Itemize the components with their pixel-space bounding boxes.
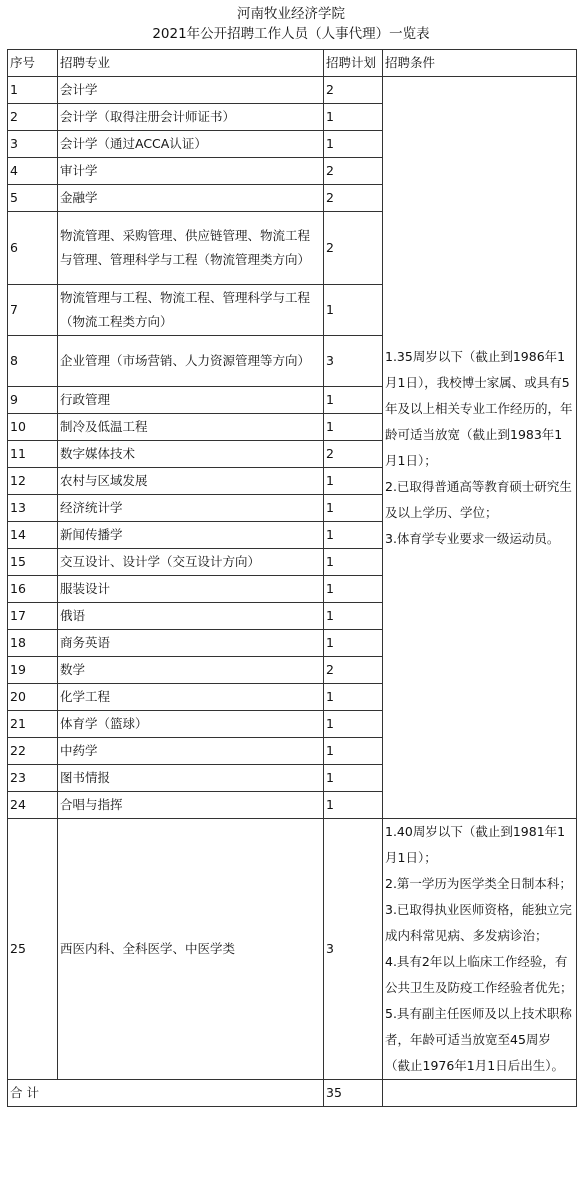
cell-major: 行政管理 [58,387,324,414]
cell-plan: 1 [324,792,383,819]
cell-no: 22 [8,738,58,765]
cell-no: 12 [8,468,58,495]
cell-plan: 1 [324,104,383,131]
cell-no: 13 [8,495,58,522]
cell-no: 10 [8,414,58,441]
condition-item: 3.已取得执业医师资格，能独立完成内科常见病、多发病诊治； [385,902,572,943]
table-total-row [8,1080,577,1107]
cell-plan: 2 [324,441,383,468]
cell-plan: 1 [324,603,383,630]
cell-plan: 1 [324,495,383,522]
cell-plan: 2 [324,657,383,684]
total-conditions-empty [383,1080,577,1107]
condition-item: 2.第一学历为医学类全日制本科； [385,876,572,891]
cell-major: 物流管理与工程、物流工程、管理科学与工程（物流工程类方向） [58,285,324,336]
cell-plan: 1 [324,549,383,576]
cell-major: 金融学 [58,185,324,212]
cell-no: 24 [8,792,58,819]
cell-major: 会计学 [58,77,324,104]
cell-major: 农村与区域发展 [58,468,324,495]
cell-no: 15 [8,549,58,576]
cell-no: 20 [8,684,58,711]
total-value: 35 [324,1080,383,1107]
recruitment-table [7,49,577,1107]
cell-major: 物流管理、采购管理、供应链管理、物流工程与管理、管理科学与工程（物流管理类方向） [58,212,324,285]
total-label: 合 计 [8,1080,324,1107]
cell-major: 俄语 [58,603,324,630]
cell-major: 经济统计学 [58,495,324,522]
cell-plan: 1 [324,765,383,792]
cell-major: 数学 [58,657,324,684]
cell-major: 化学工程 [58,684,324,711]
cell-no: 16 [8,576,58,603]
cell-plan: 1 [324,684,383,711]
table-row [8,77,577,104]
header-no: 序号 [8,50,58,77]
table-header-row [8,50,577,77]
cell-plan: 1 [324,738,383,765]
cell-no: 14 [8,522,58,549]
cell-major: 新闻传播学 [58,522,324,549]
cell-no: 4 [8,158,58,185]
cell-plan: 1 [324,414,383,441]
header-major: 招聘专业 [58,50,324,77]
cell-major: 图书情报 [58,765,324,792]
cell-no: 17 [8,603,58,630]
table-row [8,819,577,1080]
cell-major: 制冷及低温工程 [58,414,324,441]
cell-plan: 2 [324,77,383,104]
cell-plan: 1 [324,285,383,336]
cell-major: 会计学（取得注册会计师证书） [58,104,324,131]
cell-plan: 3 [324,336,383,387]
condition-item: 1.40周岁以下（截止到1981年1月1日）； [385,824,566,865]
cell-conditions-general [383,77,577,819]
cell-no: 5 [8,185,58,212]
title-table-name: 2021年公开招聘工作人员（人事代理）一览表 [152,26,430,42]
cell-major: 数字媒体技术 [58,441,324,468]
header-conditions: 招聘条件 [383,50,577,77]
cell-no: 1 [8,77,58,104]
condition-item: 1.35周岁以下（截止到1986年1月1日），我校博士家属、或具有5年及以上相关专业工作经历的，年龄可适当放宽（截止到1983年1月1日）； [385,348,573,468]
cell-plan: 1 [324,131,383,158]
condition-item: 5.具有副主任医师及以上技术职称者，年龄可适当放宽至45周岁（截止1976年1月1日后出生）。 [385,1006,572,1073]
cell-plan: 1 [324,387,383,414]
cell-plan: 1 [324,711,383,738]
cell-plan: 1 [324,576,383,603]
condition-item: 4.具有2年以上临床工作经验，有公共卫生及防疫工作经验者优先； [385,954,573,995]
cell-plan: 3 [324,819,383,1080]
title-institution: 河南牧业经济学院 [237,6,345,22]
cell-major: 合唱与指挥 [58,792,324,819]
cell-plan: 2 [324,158,383,185]
cell-no: 2 [8,104,58,131]
cell-major: 企业管理（市场营销、人力资源管理等方向） [58,336,324,387]
cell-plan: 2 [324,185,383,212]
cell-major: 中药学 [58,738,324,765]
cell-no: 19 [8,657,58,684]
header-plan: 招聘计划 [324,50,383,77]
condition-item: 2.已取得普通高等教育硕士研究生及以上学历、学位； [385,478,572,520]
cell-plan: 1 [324,468,383,495]
cell-no: 23 [8,765,58,792]
condition-item: 3.体育学专业要求一级运动员。 [385,530,560,546]
cell-major: 西医内科、全科医学、中医学类 [58,819,324,1080]
cell-no: 3 [8,131,58,158]
cell-plan: 1 [324,522,383,549]
document-title [0,0,582,44]
cell-no: 7 [8,285,58,336]
cell-no: 8 [8,336,58,387]
cell-no: 18 [8,630,58,657]
cell-no: 25 [8,819,58,1080]
cell-no: 9 [8,387,58,414]
cell-major: 商务英语 [58,630,324,657]
cell-major: 审计学 [58,158,324,185]
cell-plan: 2 [324,212,383,285]
cell-major: 体育学（篮球） [58,711,324,738]
cell-no: 6 [8,212,58,285]
cell-conditions-medical [383,819,577,1080]
cell-no: 21 [8,711,58,738]
cell-plan: 1 [324,630,383,657]
cell-major: 服装设计 [58,576,324,603]
cell-major: 会计学（通过ACCA认证） [58,131,324,158]
cell-no: 11 [8,441,58,468]
cell-major: 交互设计、设计学（交互设计方向） [58,549,324,576]
